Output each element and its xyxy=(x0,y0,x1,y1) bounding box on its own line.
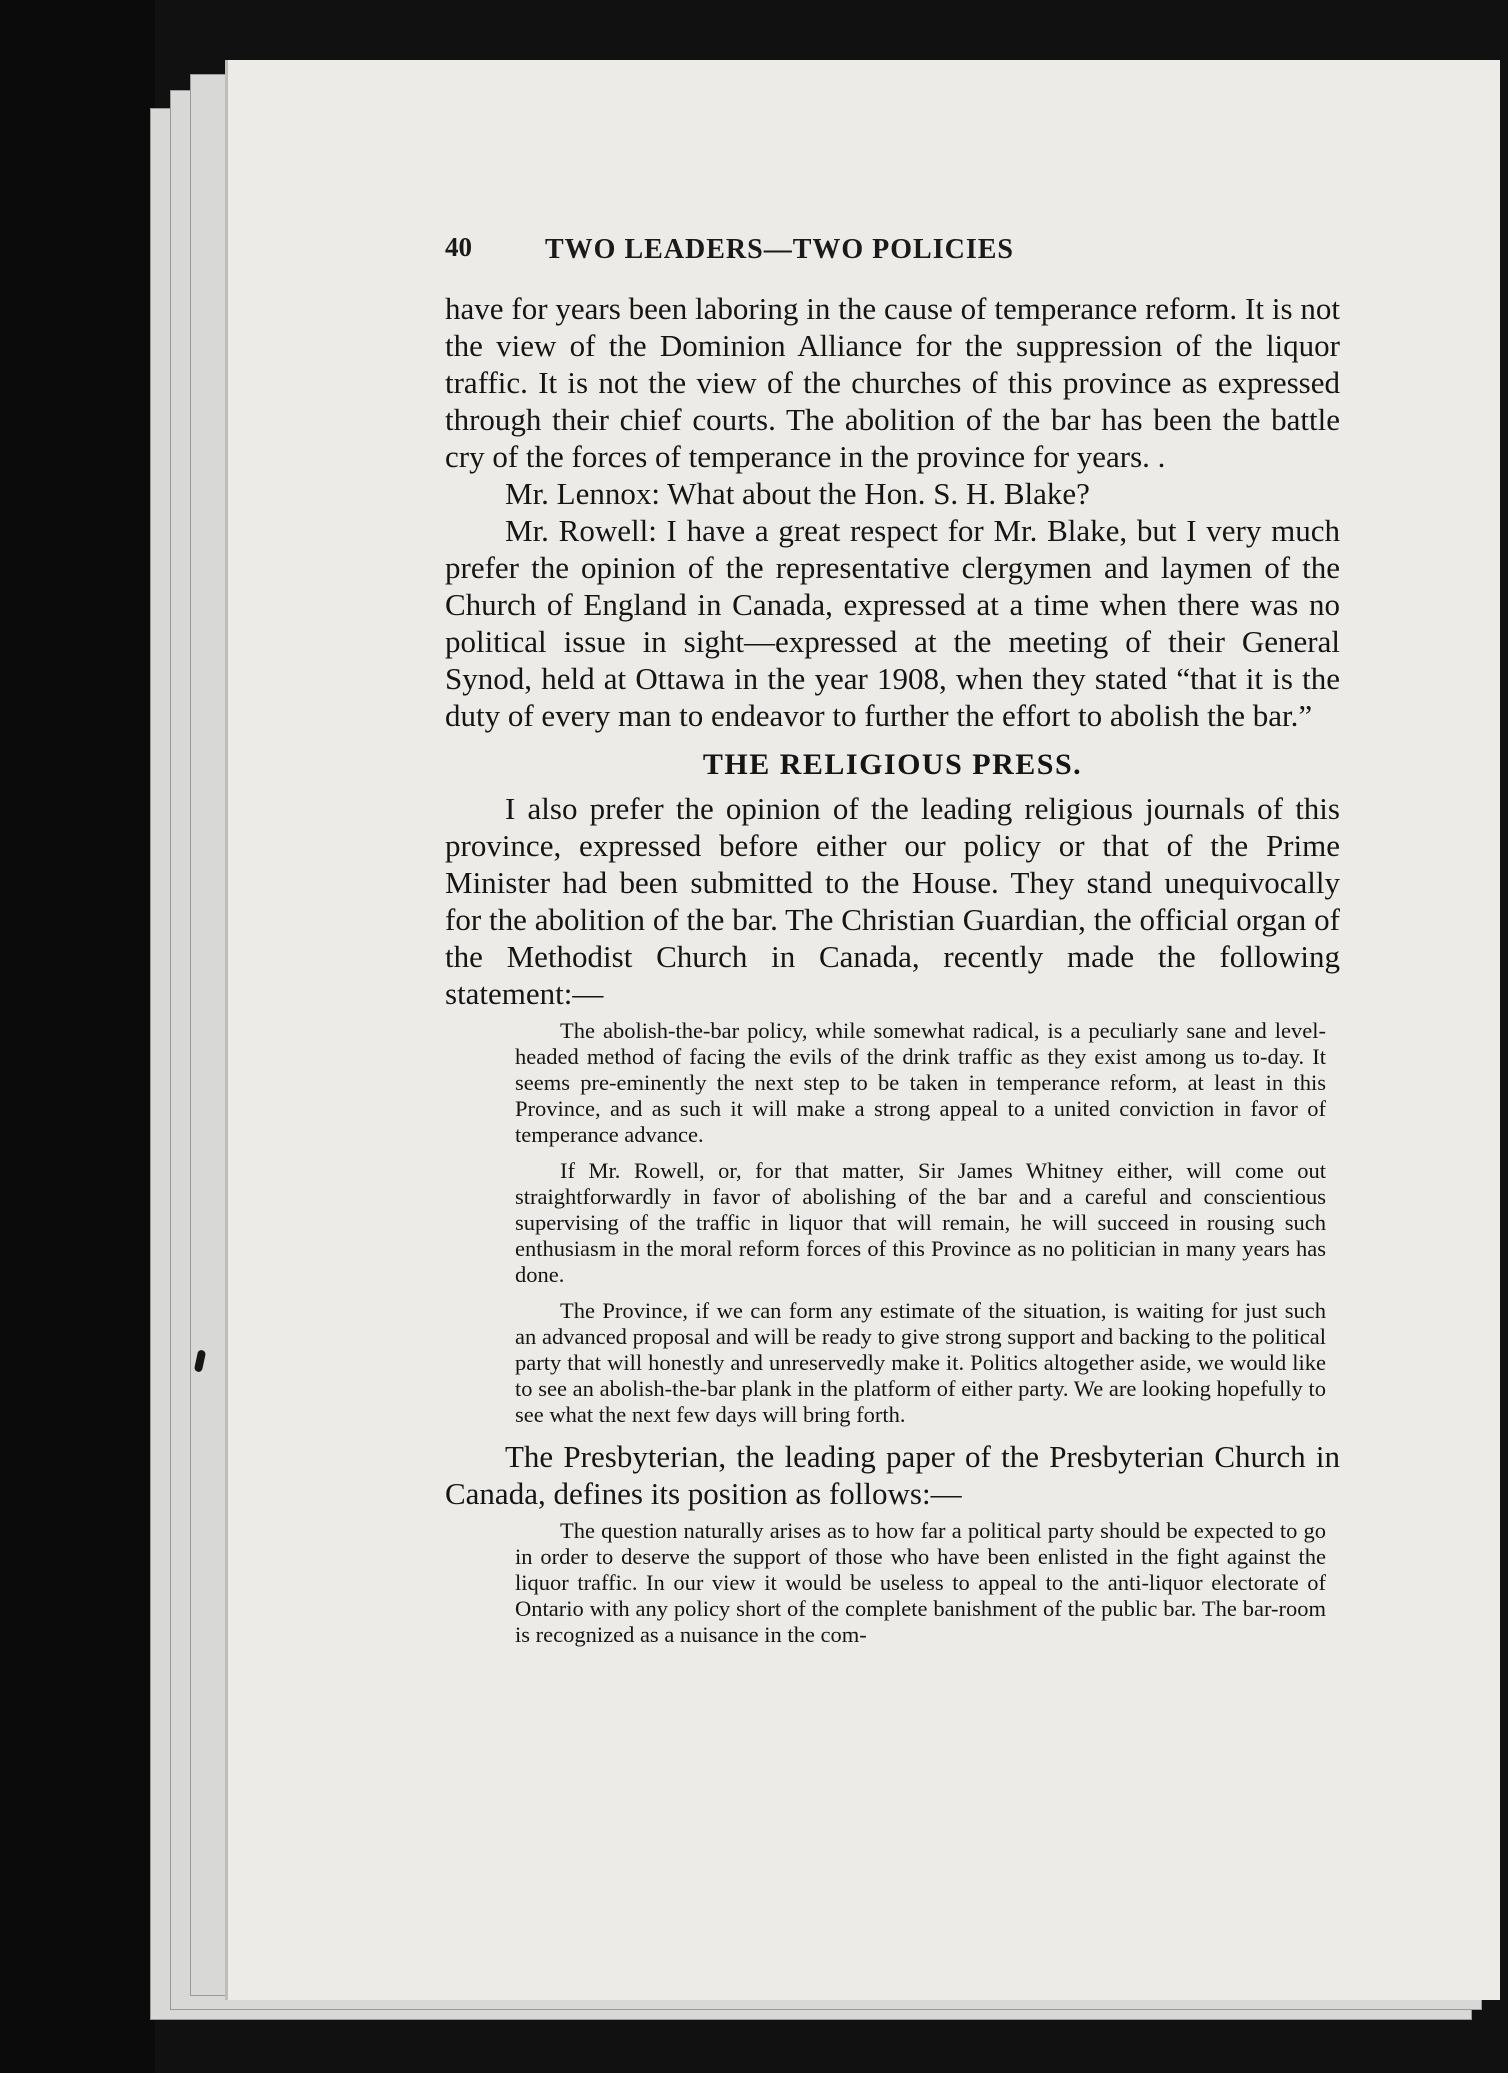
block-quote: The Province, if we can form any estimate of the situation, is waiting for just such an advanced proposal and will be ready to give strong support and backing to the political party that will honestly and unreservedly make it. Politics altogether aside, we would like to see an abolish-the-bar plank in the platform of either party. We are looking hopefully to see what the next few days will bring forth. xyxy=(515,1298,1326,1427)
scan-background xyxy=(0,0,155,2073)
page-number: 40 xyxy=(445,232,472,262)
paragraph: I also prefer the opinion of the leading religious journals of this province, expressed before either our policy or that of the Prime Minister had been submitted to the House. They stand unequivocally for the abolition of the bar. The Christian Guardian, the official organ of the Methodist Church in Canada, recently made the following statement:— xyxy=(445,791,1340,1011)
running-title: TWO LEADERS—TWO POLICIES xyxy=(545,234,1014,265)
block-quote: The abolish-the-bar policy, while somewhat radical, is a peculiarly sane and level-headed method of facing the evils of the drink traffic as they exist among us to-day. It seems pre-eminently the next step to be taken in temperance reform, at least in this Province, and as such it will make a strong appeal to a united conviction in favor of temperance advance. xyxy=(515,1018,1326,1147)
paragraph: Mr. Lennox: What about the Hon. S. H. Blake? xyxy=(505,476,1090,511)
paragraph: Mr. Rowell: I have a great respect for Mr. Blake, but I very much prefer the opinion of the representative clergymen and laymen of the Church of England in Canada, expressed at a time when there was no political issue in sight—expressed at the meeting of their General Synod, held at Ottawa in the year 1908, when they stated “that it is the duty of every man to endeavor to further the effort to abolish the bar.” xyxy=(445,513,1340,733)
paragraph: The Presbyterian, the leading paper of the Presbyterian Church in Canada, defines its position as follows:— xyxy=(445,1439,1340,1511)
paragraph: have for years been laboring in the cause of temperance reform. It is not the view of the Dominion Alliance for the suppression of the liquor traffic. It is not the view of the churches of this province as expressed through their chief courts. The abolition of the bar has been the battle cry of the forces of temperance in the province for years. . xyxy=(445,291,1340,474)
block-quote: The question naturally arises as to how far a political party should be expected to go in order to deserve the support of those who have been enlisted in the fight against the liquor traffic. In our view it would be useless to appeal to the anti-liquor electorate of Ontario with any policy short of the complete banishment of the public bar. The bar-room is recognized as a nuisance in the com- xyxy=(515,1518,1326,1647)
page-body xyxy=(445,290,1340,1658)
block-quote: If Mr. Rowell, or, for that matter, Sir James Whitney either, will come out straightforwardly in favor of abolishing of the bar and a careful and conscientious supervising of the traffic in liquor that will remain, he will succeed in rousing such enthusiasm in the moral reform forces of this Province as no politician in many years has done. xyxy=(515,1158,1326,1287)
running-head xyxy=(445,228,1175,278)
section-heading: THE RELIGIOUS PRESS. xyxy=(702,748,1083,781)
